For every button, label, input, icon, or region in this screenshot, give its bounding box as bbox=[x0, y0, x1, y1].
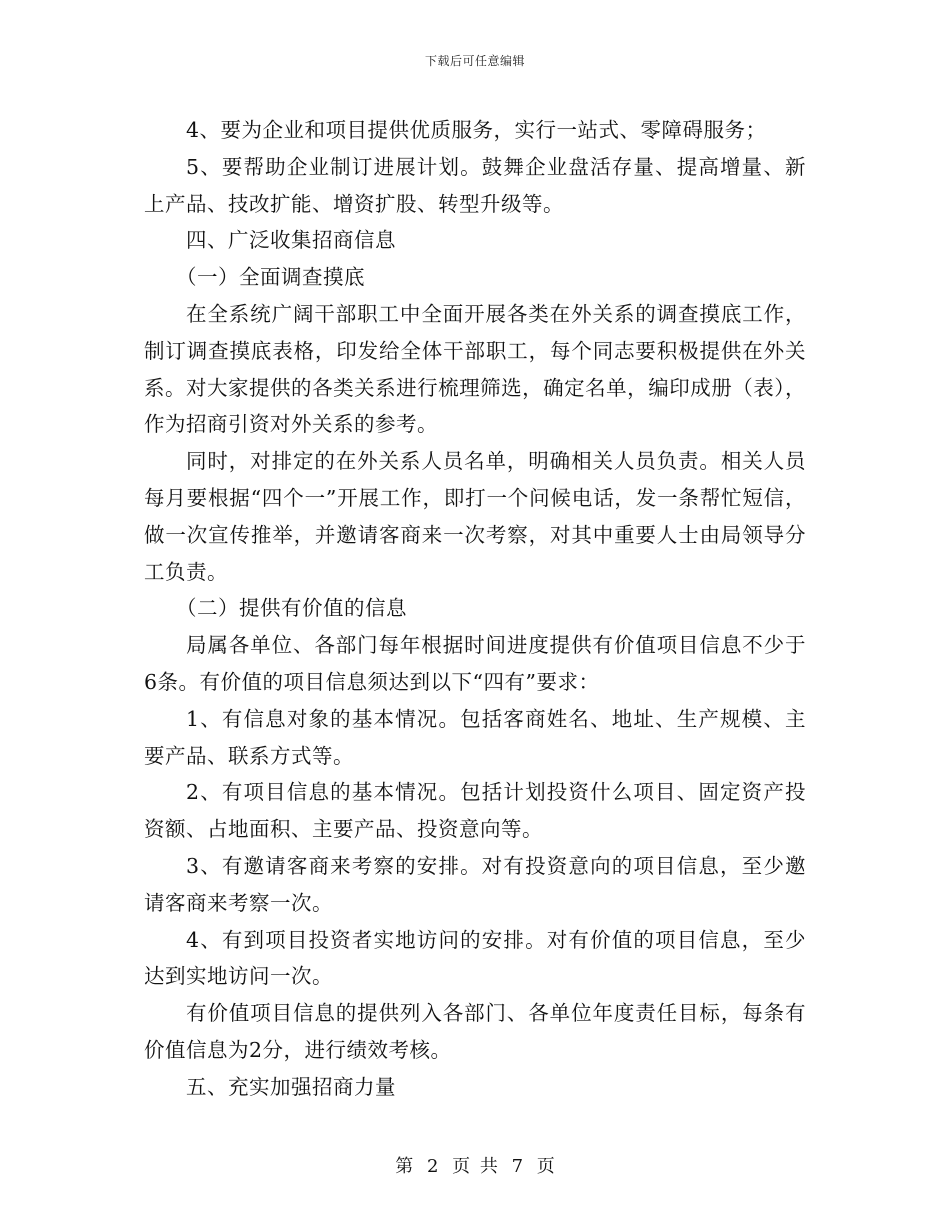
total-page-count: 7 bbox=[511, 1156, 524, 1177]
requirement-item-1: 1、有信息对象的基本情况。包括客商姓名、地址、生产规模、主要产品、联系方式等。 bbox=[144, 706, 806, 768]
paragraph-item-5: 5、要帮助企业制订进展计划。鼓舞企业盘活存量、提高增量、新上产品、技改扩能、增资扩股、转型升级等。 bbox=[144, 154, 806, 216]
section-heading-4: 四、广泛收集招商信息 bbox=[186, 228, 396, 253]
footer-suffix: 页 bbox=[536, 1156, 555, 1177]
section-heading-5: 五、充实加强招商力量 bbox=[186, 1074, 396, 1099]
paragraph-contacts: 同时，对排定的在外关系人员名单，明确相关人员负责。相关人员每月要根据“四个一”开展工作，即打一个问候电话，发一条帮忙短信，做一次宣传推举，并邀请客商来一次考察，对其中重要人士由局领导分工负责。 bbox=[144, 449, 806, 584]
requirement-item-2: 2、有项目信息的基本情况。包括计划投资什么项目、固定资产投资额、占地面积、主要产品、投资意向等。 bbox=[144, 780, 806, 842]
paragraph-survey: 在全系统广阔干部职工中全面开展各类在外关系的调查摸底工作，制订调查摸底表格，印发给全体干部职工，每个同志要积极提供在外关系。对大家提供的各类关系进行梳理筛选，确定名单，编印成册（表），作为招商引资对外关系的参考。 bbox=[144, 301, 806, 437]
paragraph-item-4: 4、要为企业和项目提供优质服务，实行一站式、零障碍服务； bbox=[186, 118, 767, 142]
requirement-item-3: 3、有邀请客商来考察的安排。对有投资意向的项目信息，至少邀请客商来考察一次。 bbox=[144, 853, 806, 915]
paragraph-requirements: 局属各单位、各部门每年根据时间进度提供有价值项目信息不少于6条。有价值的项目信息须达到以下“四有”要求： bbox=[144, 633, 806, 694]
subsection-heading-1: （一）全面调查摸底 bbox=[176, 265, 365, 290]
current-page-number: 2 bbox=[426, 1156, 439, 1177]
requirement-item-4: 4、有到项目投资者实地访问的安排。对有价值的项目信息，至少达到实地访问一次。 bbox=[144, 927, 806, 989]
paragraph-assessment: 有价值项目信息的提供列入各部门、各单位年度责任目标，每条有价值信息为2分，进行绩效考核。 bbox=[144, 1001, 806, 1062]
subsection-heading-2: （二）提供有价值的信息 bbox=[176, 596, 407, 621]
document-body bbox=[144, 112, 806, 1106]
footer-middle: 页 共 bbox=[452, 1156, 498, 1177]
page-footer bbox=[0, 1152, 950, 1178]
footer-prefix: 第 bbox=[395, 1156, 414, 1177]
page-header: 下载后可任意编辑 bbox=[424, 54, 525, 68]
